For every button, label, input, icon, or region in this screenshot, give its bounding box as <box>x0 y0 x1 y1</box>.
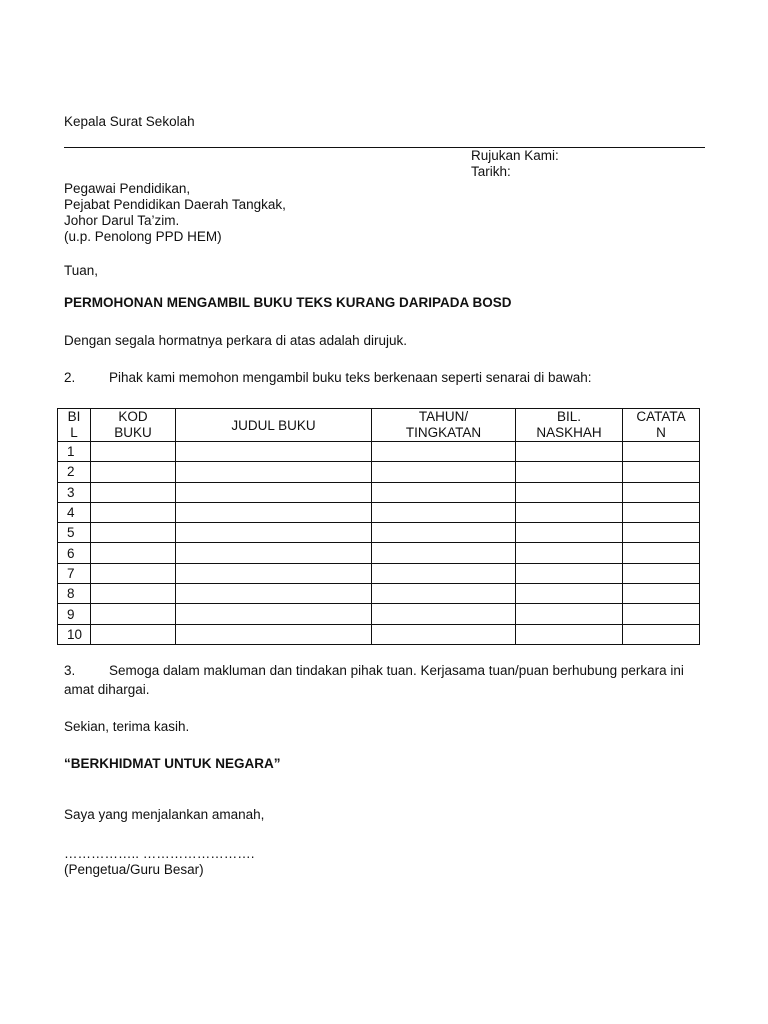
table-cell[interactable] <box>372 584 516 604</box>
table-cell[interactable] <box>623 482 700 502</box>
subject-heading: PERMOHONAN MENGAMBIL BUKU TEKS KURANG DARIPADA BOSD <box>64 295 512 310</box>
table-row <box>58 462 700 482</box>
row-number: 4 <box>58 502 91 522</box>
table-cell[interactable] <box>176 502 372 522</box>
table-cell[interactable] <box>176 462 372 482</box>
table-cell[interactable] <box>623 543 700 563</box>
table-cell[interactable] <box>516 462 623 482</box>
column-header-catatan: CATATA N <box>623 409 700 442</box>
table-cell[interactable] <box>516 482 623 502</box>
table-cell[interactable] <box>91 563 176 583</box>
reference-block <box>471 148 559 180</box>
paragraph-2 <box>64 370 592 385</box>
signature-block <box>64 846 255 878</box>
row-number: 8 <box>58 584 91 604</box>
table-cell[interactable] <box>623 442 700 462</box>
paragraph-number: 2. <box>64 370 76 385</box>
table-row <box>58 442 700 462</box>
table-cell[interactable] <box>91 604 176 624</box>
row-number: 1 <box>58 442 91 462</box>
table-cell[interactable] <box>372 502 516 522</box>
trust-statement: Saya yang menjalankan amanah, <box>64 807 265 822</box>
opening-paragraph: Dengan segala hormatnya perkara di atas adalah dirujuk. <box>64 333 407 348</box>
salutation: Tuan, <box>64 263 99 278</box>
column-header-tahun-tingkatan: TAHUN/ TINGKATAN <box>372 409 516 442</box>
row-number: 2 <box>58 462 91 482</box>
table-cell[interactable] <box>516 523 623 543</box>
recipient-line: (u.p. Penolong PPD HEM) <box>64 229 222 244</box>
row-number: 3 <box>58 482 91 502</box>
table-row <box>58 563 700 583</box>
table-row <box>58 502 700 522</box>
paragraph-3 <box>64 661 700 699</box>
paragraph-text-line2: amat dihargai. <box>64 682 150 697</box>
table-row <box>58 624 700 644</box>
table-cell[interactable] <box>91 502 176 522</box>
row-number: 7 <box>58 563 91 583</box>
table-row <box>58 543 700 563</box>
column-header-bil: BI L <box>58 409 91 442</box>
table-cell[interactable] <box>516 442 623 462</box>
table-cell[interactable] <box>516 624 623 644</box>
table-cell[interactable] <box>623 584 700 604</box>
table-header-row <box>58 409 700 442</box>
table-cell[interactable] <box>623 563 700 583</box>
paragraph-text: Pihak kami memohon mengambil buku teks berkenaan seperti senarai di bawah: <box>109 370 592 385</box>
reference-label: Rujukan Kami: <box>471 148 559 163</box>
table-cell[interactable] <box>176 604 372 624</box>
table-cell[interactable] <box>623 604 700 624</box>
table-row <box>58 523 700 543</box>
table-cell[interactable] <box>176 563 372 583</box>
table-cell[interactable] <box>372 604 516 624</box>
table-cell[interactable] <box>91 442 176 462</box>
table-cell[interactable] <box>623 624 700 644</box>
table-cell[interactable] <box>372 624 516 644</box>
signature-line: …………….. ……………………. <box>64 846 255 861</box>
book-list-table <box>57 408 700 645</box>
closing-line: Sekian, terima kasih. <box>64 719 190 734</box>
header-divider <box>64 147 705 148</box>
letterhead: Kepala Surat Sekolah <box>64 114 195 129</box>
row-number: 5 <box>58 523 91 543</box>
motto: “BERKHIDMAT UNTUK NEGARA” <box>64 756 281 771</box>
table-cell[interactable] <box>91 482 176 502</box>
date-label: Tarikh: <box>471 164 511 179</box>
table-cell[interactable] <box>91 462 176 482</box>
paragraph-text-line1: Semoga dalam makluman dan tindakan pihak tuan. Kerjasama tuan/puan berhubung perkara ini <box>109 663 684 678</box>
recipient-line: Pegawai Pendidikan, <box>64 181 191 196</box>
recipient-address <box>64 181 286 245</box>
signatory-title: (Pengetua/Guru Besar) <box>64 862 204 877</box>
table-cell[interactable] <box>176 482 372 502</box>
table-cell[interactable] <box>623 462 700 482</box>
table-row <box>58 584 700 604</box>
table-cell[interactable] <box>176 543 372 563</box>
paragraph-number: 3. <box>64 663 76 678</box>
table-cell[interactable] <box>623 523 700 543</box>
table-cell[interactable] <box>516 502 623 522</box>
column-header-bil-naskhah: BIL. NASKHAH <box>516 409 623 442</box>
table-cell[interactable] <box>516 563 623 583</box>
recipient-line: Johor Darul Ta’zim. <box>64 213 180 228</box>
table-cell[interactable] <box>91 584 176 604</box>
table-cell[interactable] <box>516 604 623 624</box>
table-cell[interactable] <box>91 523 176 543</box>
recipient-line: Pejabat Pendidikan Daerah Tangkak, <box>64 197 286 212</box>
table-cell[interactable] <box>91 543 176 563</box>
table-cell[interactable] <box>372 482 516 502</box>
table-cell[interactable] <box>176 584 372 604</box>
row-number: 6 <box>58 543 91 563</box>
table-cell[interactable] <box>372 462 516 482</box>
table-row <box>58 482 700 502</box>
table-cell[interactable] <box>372 442 516 462</box>
column-header-judul-buku: JUDUL BUKU <box>176 409 372 442</box>
table-cell[interactable] <box>372 523 516 543</box>
column-header-kod-buku: KOD BUKU <box>91 409 176 442</box>
table-cell[interactable] <box>176 624 372 644</box>
table-cell[interactable] <box>176 523 372 543</box>
table-cell[interactable] <box>516 543 623 563</box>
table-cell[interactable] <box>176 442 372 462</box>
row-number: 10 <box>58 624 91 644</box>
table-cell[interactable] <box>623 502 700 522</box>
table-cell[interactable] <box>372 543 516 563</box>
table-cell[interactable] <box>372 563 516 583</box>
row-number: 9 <box>58 604 91 624</box>
table-cell[interactable] <box>516 584 623 604</box>
table-cell[interactable] <box>91 624 176 644</box>
table-row <box>58 604 700 624</box>
